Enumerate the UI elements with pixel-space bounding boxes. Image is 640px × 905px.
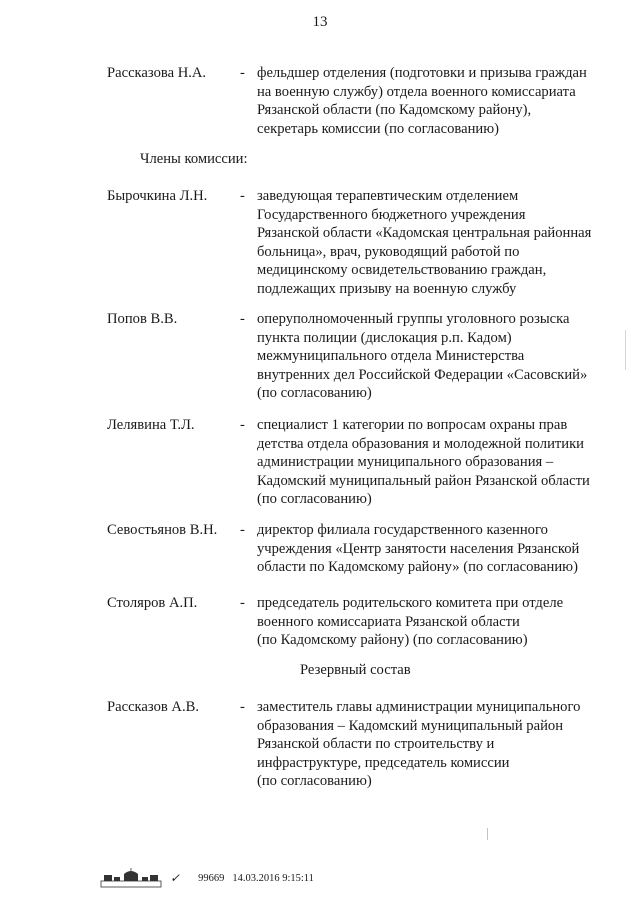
entry-member bbox=[107, 310, 627, 403]
checkmark-icon: ✓ bbox=[170, 870, 181, 885]
desc-line: инфраструктуре, председатель комиссии bbox=[257, 754, 510, 771]
desc-line: Кадомский муниципальный район Рязанской области bbox=[257, 472, 590, 489]
desc-line: Государственного бюджетного учреждения bbox=[257, 206, 526, 223]
footer bbox=[100, 868, 314, 888]
entry-description bbox=[257, 64, 627, 138]
entry-description bbox=[257, 310, 627, 403]
entry-member bbox=[107, 187, 627, 299]
entry-description bbox=[257, 416, 627, 509]
desc-line: подлежащих призыву на военную службу bbox=[257, 280, 517, 297]
desc-line: области по Кадомскому району» (по согласованию) bbox=[257, 559, 578, 576]
government-logo-icon bbox=[100, 868, 162, 888]
entry-dash: - bbox=[240, 417, 245, 433]
entry-name: Столяров А.П. bbox=[107, 595, 198, 611]
desc-line: (по согласованию) bbox=[257, 385, 372, 402]
desc-line: директор филиала государственного казенного bbox=[257, 522, 548, 538]
desc-line: Рязанской области (по Кадомскому району), bbox=[257, 102, 532, 119]
scan-artifact bbox=[487, 828, 488, 840]
entry-member bbox=[107, 594, 627, 650]
desc-line: медицинскому освидетельствованию граждан, bbox=[257, 262, 547, 279]
members-heading: Члены комиссии: bbox=[140, 151, 248, 167]
scan-artifact bbox=[625, 330, 626, 370]
desc-line: Рязанской области «Кадомская центральная районная bbox=[257, 225, 592, 242]
entry-name: Бырочкина Л.Н. bbox=[107, 188, 208, 204]
entry-name: Рассказова Н.А. bbox=[107, 65, 207, 81]
desc-line: на военную службу) отдела военного комиссариата bbox=[257, 83, 576, 100]
desc-line: детства отдела образования и молодежной политики bbox=[257, 435, 584, 452]
desc-line: образования – Кадомский муниципальный район bbox=[257, 717, 563, 734]
desc-line: (по Кадомскому району) (по согласованию) bbox=[257, 632, 528, 649]
entry-description bbox=[257, 594, 627, 650]
desc-line: фельдшер отделения (подготовки и призыва граждан bbox=[257, 65, 587, 81]
desc-line: внутренних дел Российской Федерации «Сасовский» bbox=[257, 366, 588, 383]
footer-datetime: 14.03.2016 9:15:11 bbox=[232, 872, 314, 884]
desc-line: секретарь комиссии (по согласованию) bbox=[257, 120, 499, 137]
entry-dash: - bbox=[240, 188, 245, 204]
entry-dash: - bbox=[240, 522, 245, 538]
entry-dash: - bbox=[240, 65, 245, 81]
entry-description bbox=[257, 521, 627, 577]
entry-name: Попов В.В. bbox=[107, 311, 178, 327]
footer-doc-number: 99669 bbox=[198, 872, 225, 884]
desc-line: межмуниципального отдела Министерства bbox=[257, 348, 525, 365]
desc-line: пункта полиции (дислокация р.п. Кадом) bbox=[257, 329, 512, 346]
desc-line: заместитель главы администрации муниципального bbox=[257, 699, 581, 715]
entry-name: Лелявина Т.Л. bbox=[107, 417, 195, 433]
entry-name: Севостьянов В.Н. bbox=[107, 522, 218, 538]
desc-line: (по согласованию) bbox=[257, 491, 372, 508]
entry-name: Рассказов А.В. bbox=[107, 699, 199, 715]
entry-member bbox=[107, 521, 627, 577]
entry-description bbox=[257, 698, 627, 791]
entry-secretary bbox=[107, 64, 627, 138]
entry-dash: - bbox=[240, 311, 245, 327]
desc-line: военного комиссариата Рязанской области bbox=[257, 613, 520, 630]
entry-description bbox=[257, 187, 627, 299]
desc-line: Рязанской области по строительству и bbox=[257, 736, 495, 753]
desc-line: заведующая терапевтическим отделением bbox=[257, 188, 519, 204]
desc-line: больница», врач, руководящий работой по bbox=[257, 243, 520, 260]
entry-dash: - bbox=[240, 595, 245, 611]
desc-line: учреждения «Центр занятости населения Рязанской bbox=[257, 540, 580, 557]
page-number: 13 bbox=[312, 14, 328, 30]
desc-line: председатель родительского комитета при отделе bbox=[257, 595, 564, 611]
entry-member bbox=[107, 416, 627, 509]
reserve-heading: Резервный состав bbox=[300, 662, 411, 678]
desc-line: оперуполномоченный группы уголовного розыска bbox=[257, 311, 570, 327]
entry-reserve bbox=[107, 698, 627, 791]
desc-line: специалист 1 категории по вопросам охраны прав bbox=[257, 417, 568, 433]
desc-line: (по согласованию) bbox=[257, 773, 372, 790]
desc-line: администрации муниципального образования – bbox=[257, 454, 554, 471]
entry-dash: - bbox=[240, 699, 245, 715]
